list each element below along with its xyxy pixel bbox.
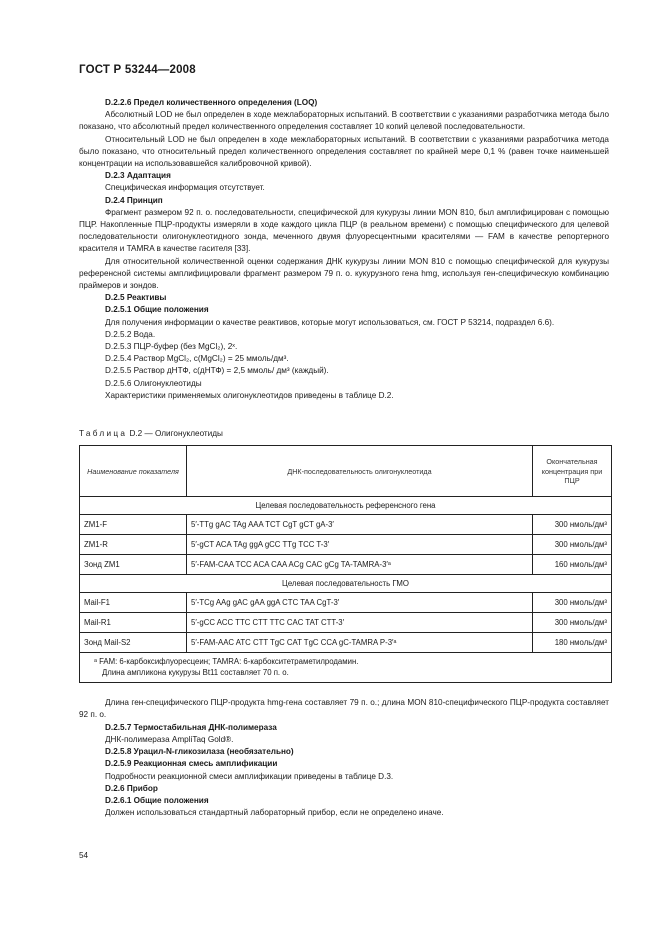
page-header: ГОСТ Р 53244—2008 — [79, 64, 196, 76]
col-header-sequence: ДНК-последовательность олигонуклеотида — [187, 446, 533, 497]
cell-concentration: 300 нмоль/дм³ — [533, 515, 612, 535]
section-heading: D.2.2.6 Предел количественного определения (LOQ) — [105, 98, 318, 107]
cell-concentration: 300 нмоль/дм³ — [533, 613, 612, 633]
section-heading: D.2.4 Принцип — [105, 195, 163, 205]
table-caption-prefix: Таблица — [79, 429, 128, 439]
cell-name: Mail-F1 — [80, 593, 187, 613]
table-caption-text: D.2 — Олигонуклеотиды — [127, 429, 223, 439]
col-header-name: Наименование показателя — [80, 446, 187, 497]
paragraph: Подробности реакционной смеси амплификации приведены в таблице D.3. — [105, 771, 394, 781]
cell-concentration: 160 нмоль/дм³ — [533, 555, 612, 575]
cell-sequence: 5′-gCC ACC TTC CTT TTC CAC TAT CTT-3′ — [187, 613, 533, 633]
section-heading: D.2.5.8 Урацил-N-гликозилаза (необязательно) — [105, 747, 294, 757]
table-row — [80, 613, 612, 633]
section-before-table — [79, 97, 609, 402]
col-header-concentration: Окончательная концентрация при ПЦР — [533, 446, 612, 497]
list-item: D.2.5.6 Олигонуклеотиды — [105, 378, 202, 388]
cell-name: ZM1-R — [80, 535, 187, 555]
table-footnote-row — [80, 653, 612, 683]
table-header-row — [80, 446, 612, 497]
table-caption — [79, 428, 609, 440]
table-group-row — [80, 497, 612, 515]
list-item: D.2.5.2 Вода. — [105, 329, 156, 339]
table-group-title: Целевая последовательность ГМО — [80, 575, 612, 593]
table-row — [80, 633, 612, 653]
section-heading: D.2.5.7 Термостабильная ДНК-полимераза — [105, 722, 277, 732]
section-heading: D.2.5.9 Реакционная смесь амплификации — [105, 759, 278, 769]
table-group-row — [80, 575, 612, 593]
cell-sequence: 5′-TCg AAg gAC gAA ggA CTC TAA CgT-3′ — [187, 593, 533, 613]
table-body — [80, 497, 612, 653]
paragraph: Должен использоваться стандартный лабораторный прибор, если не определено иначе. — [105, 808, 444, 818]
footnote-line: Длина ампликона кукурузы Bt11 составляет 70 п. о. — [102, 667, 289, 677]
cell-name: Зонд Mail-S2 — [80, 633, 187, 653]
table-row — [80, 515, 612, 535]
paragraph: Относительный LOD не был определен в ходе межлабораторных испытаний. В соответствии с указаниями разработчика метода было показано, что относительный предел количественного определения составляет по крайней мере 0,1 % (равен точке наименьшей концентрации на использовавшейся калибровочной кривой). — [79, 134, 609, 169]
cell-name: Зонд ZM1 — [80, 555, 187, 575]
list-item: D.2.5.3 ПЦР-буфер (без MgCl₂), 2ˣ. — [105, 342, 238, 352]
cell-sequence: 5′-TTg gAC TAg AAA TCT CgT gCT gA-3′ — [187, 515, 533, 535]
cell-sequence: 5′-FAM-CAA TCC ACA CAA ACg CAC gCg TA-TAMRA-3′ᵃ — [187, 555, 533, 575]
list-item: D.2.5.4 Раствор MgCl₂, c(MgCl₂) = 25 ммоль/дм³. — [105, 354, 289, 364]
cell-concentration: 180 нмоль/дм³ — [533, 633, 612, 653]
section-heading: D.2.5 Реактивы — [105, 293, 167, 303]
paragraph: Для относительной количественной оценки содержания ДНК кукурузы линии MON 810 с помощью специфической для кукурузы референсной системы амплифицировали фрагмент размером 79 п. о. кукурузного гена hmg, используя ген-специфическую комбинацию праймеров и зондов. — [79, 256, 609, 291]
section-after-table — [79, 697, 609, 819]
page-number: 54 — [79, 851, 89, 860]
table-row — [80, 593, 612, 613]
footnote-line: ᵃ FAM: 6-карбоксифлуоресцеин; TAMRA: 6-карбокситетраметилродамин. — [94, 657, 359, 667]
cell-sequence: 5′-FAM-AAC ATC CTT TgC CAT TgC CCA gC-TAMRA P-3′ᵃ — [187, 633, 533, 653]
table-row — [80, 535, 612, 555]
paragraph: Фрагмент размером 92 п. о. последовательности, специфической для кукурузы линии MON 810, был амплифицирован с помощью ПЦР. Накопленные ПЦР-продукты измеряли в ходе каждого цикла ПЦР (в реальном времени) с помощью специфического для целевой последовательности олигонуклеотидного зонда, меченного двумя флуоресцентными красителями — FAM в качестве репортерного красителя и TAMRA в качестве гасителя [33]. — [79, 207, 609, 254]
section-heading: D.2.3 Адаптация — [105, 171, 171, 181]
cell-name: Mail-R1 — [80, 613, 187, 633]
paragraph: Длина ген-специфического ПЦР-продукта hmg-гена составляет 79 п. о.; длина MON 810-специфического ПЦР-продукта составляет 92 п. о. — [79, 698, 609, 720]
paragraph: Характеристики применяемых олигонуклеотидов приведены в таблице D.2. — [105, 390, 394, 400]
list-item: D.2.5.5 Раствор дНТФ, c(дНТФ) = 2,5 ммоль/ дм³ (каждый). — [105, 366, 329, 376]
paragraph: Абсолютный LOD не был определен в ходе межлабораторных испытаний. В соответствии с указаниями разработчика метода было показано, что абсолютный предел количественного определения составляет 10 копий целевой последовательности. — [79, 110, 609, 132]
table-footnote — [80, 653, 612, 683]
section-heading: D.2.6.1 Общие положения — [105, 795, 209, 805]
paragraph: Для получения информации о качестве реактивов, которые могут использоваться, см. ГОСТ Р 53214, подраздел 6.6). — [105, 317, 555, 327]
cell-sequence: 5′-gCT ACA TAg ggA gCC TTg TCC T-3′ — [187, 535, 533, 555]
cell-name: ZM1-F — [80, 515, 187, 535]
paragraph: ДНК-полимераза AmpliTaq Gold®. — [105, 734, 234, 744]
table-row — [80, 555, 612, 575]
paragraph: Специфическая информация отсутствует. — [105, 183, 265, 193]
document-body — [79, 97, 609, 819]
table-group-title: Целевая последовательность референсного гена — [80, 497, 612, 515]
section-heading: D.2.6 Прибор — [105, 783, 158, 793]
section-heading: D.2.5.1 Общие положения — [105, 305, 209, 315]
oligonucleotide-table — [79, 445, 612, 683]
cell-concentration: 300 нмоль/дм³ — [533, 535, 612, 555]
cell-concentration: 300 нмоль/дм³ — [533, 593, 612, 613]
